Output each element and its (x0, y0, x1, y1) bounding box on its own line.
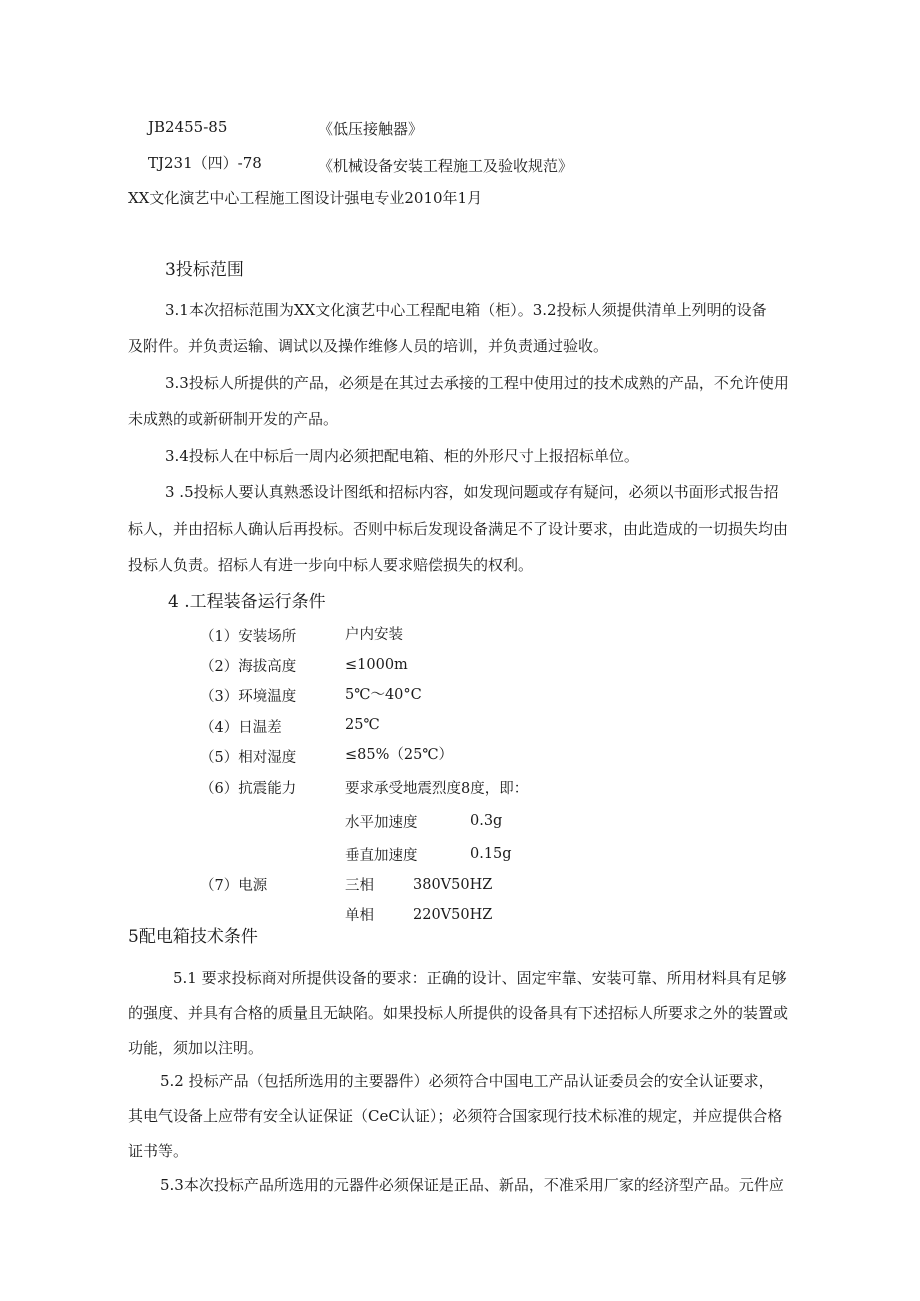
paragraph-line: 5.3本次投标产品所选用的元器件必须保证是正品、新品，不准采用厂家的经济型产品。元件应 (160, 1176, 784, 1194)
condition-label: （5）相对湿度 (200, 750, 297, 766)
condition-label: （4）日温差 (200, 720, 282, 736)
paragraph-line: 其电气设备上应带有安全认证保证（CeC认证）；必须符合国家现行技术标准的规定，并应提供合格 (128, 1107, 783, 1125)
acceleration-value: 0.15g (470, 846, 512, 862)
condition-label: （2）海拔高度 (200, 659, 297, 675)
power-phase: 单相 (345, 908, 374, 924)
paragraph-line: 投标人负责。招标人有进一步向中标人要求赔偿损失的权利。 (128, 556, 534, 574)
paragraph-line: 的强度、并具有合格的质量且无缺陷。如果投标人所提供的设备具有下述招标人所要求之外的装置或 (128, 1004, 789, 1022)
paragraph-line: 5.2 投标产品（包括所选用的主要器件）必须符合中国电工产品认证委员会的安全认证要求， (160, 1072, 774, 1090)
section-5-heading: 5配电箱技术条件 (128, 927, 258, 947)
acceleration-value: 0.3g (470, 813, 503, 829)
condition-value: ≤85%（25℃） (345, 747, 454, 763)
condition-label: （3）环境温度 (200, 689, 297, 705)
condition-value: 5℃～40°C (345, 687, 422, 703)
acceleration-label: 垂直加速度 (345, 848, 418, 864)
condition-label: （1）安装场所 (200, 629, 297, 645)
paragraph-line: 5.1 要求投标商对所提供设备的要求：正确的设计、固定牢靠、安装可靠、所用材料具有足够 (173, 969, 787, 987)
paragraph-line: 标人，并由招标人确认后再投标。否则中标后发现设备满足不了设计要求，由此造成的一切损失均由 (128, 520, 789, 538)
section-3-heading: 3投标范围 (165, 260, 244, 280)
acceleration-label: 水平加速度 (345, 815, 418, 831)
condition-value: 25℃ (345, 717, 380, 733)
standard-name: 《低压接触器》 (318, 120, 424, 138)
design-reference: XX文化演艺中心工程施工图设计强电专业2010年1月 (128, 189, 483, 207)
condition-value: 要求承受地震烈度8度，即： (345, 781, 529, 797)
paragraph-line: 3.3投标人所提供的产品，必须是在其过去承接的工程中使用过的技术成熟的产品，不允许使用 (165, 374, 789, 392)
power-spec: 380V50HZ (413, 877, 493, 893)
paragraph-line: 3 .5投标人要认真熟悉设计图纸和招标内容，如发现问题或存有疑问，必须以书面形式报告招 (165, 483, 779, 501)
paragraph-line: 3.1本次招标范围为XX文化演艺中心工程配电箱（柜）。3.2投标人须提供清单上列明的设备 (165, 301, 767, 319)
condition-label: （7）电源 (200, 878, 268, 894)
paragraph-line: 3.4投标人在中标后一周内必须把配电箱、柜的外形尺寸上报招标单位。 (165, 447, 639, 465)
standard-code: TJ231（四）-78 (148, 154, 262, 172)
standard-code: JB2455-85 (148, 118, 228, 136)
standard-name: 《机械设备安装工程施工及验收规范》 (318, 157, 574, 175)
paragraph-line: 未成熟的或新研制开发的产品。 (128, 410, 339, 428)
section-4-heading: 4 .工程装备运行条件 (168, 592, 326, 612)
power-phase: 三相 (345, 878, 374, 894)
paragraph-line: 及附件。并负责运输、调试以及操作维修人员的培训，并负责通过验收。 (128, 337, 609, 355)
paragraph-line: 证书等。 (128, 1142, 189, 1160)
condition-label: （6）抗震能力 (200, 781, 297, 797)
condition-value: 户内安装 (345, 627, 403, 643)
condition-value: ≤1000m (345, 657, 408, 673)
power-spec: 220V50HZ (413, 907, 493, 923)
paragraph-line: 功能，须加以注明。 (128, 1039, 264, 1057)
